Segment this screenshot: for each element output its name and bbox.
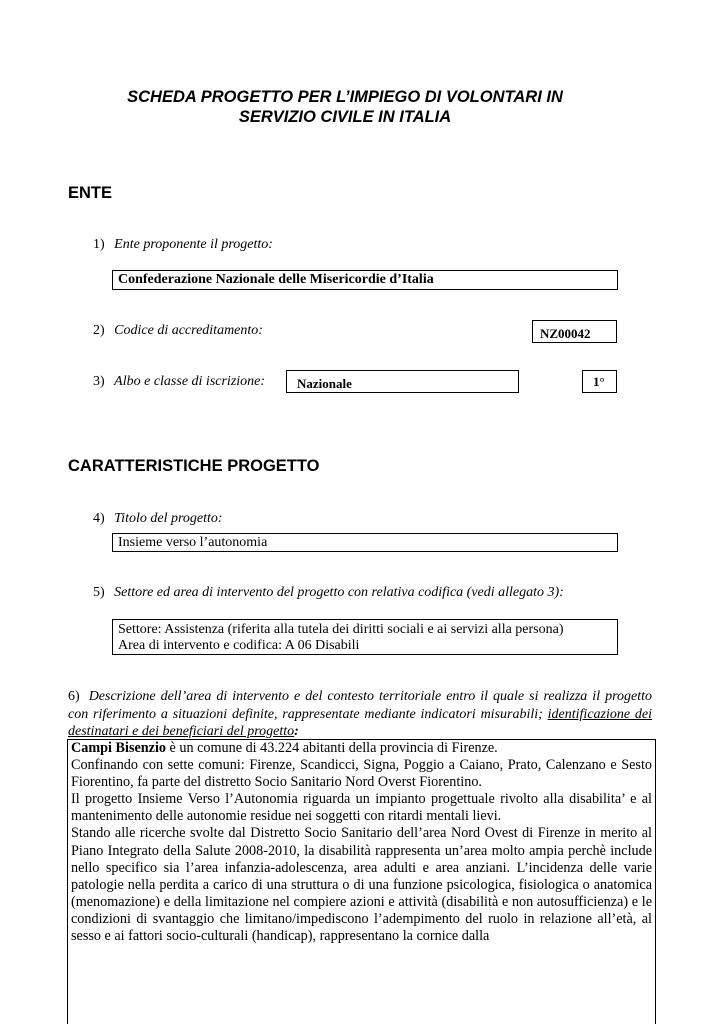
question-2-number: 2): [93, 323, 105, 338]
settore-area-field: [112, 619, 618, 655]
description-box: [67, 739, 656, 1024]
albo-value: Nazionale: [297, 376, 352, 391]
section-heading-ente: ENTE: [68, 184, 113, 202]
settore-line: Settore: Assistenza (riferita alla tutela dei diritti sociali e ai servizi alla persona): [118, 622, 564, 637]
description-lead-rest: è un comune di 43.224 abitanti della provincia di Firenze.: [165, 740, 498, 756]
ente-proponente-field: [112, 270, 618, 290]
document-title-line-1: SCHEDA PROGETTO PER L’IMPIEGO DI VOLONTARI IN: [127, 88, 563, 106]
description-lead-bold: Campi Bisenzio: [71, 740, 166, 756]
description-paragraph-3: Il progetto Insieme Verso l’Autonomia riguarda un impianto progettuale rivolto alla disabilita’ e al mantenimento delle autonomie residue nei soggetti con ritardi mentali lievi.: [71, 791, 652, 825]
titolo-progetto-value: Insieme verso l’autonomia: [118, 535, 268, 550]
question-1: [93, 237, 273, 253]
section-heading-caratteristiche-progetto: CARATTERISTICHE PROGETTO: [68, 457, 320, 475]
question-2-label: Codice di accreditamento:: [114, 323, 263, 338]
codice-accreditamento-value: NZ00042: [540, 326, 591, 341]
titolo-progetto-field: [112, 533, 618, 552]
classe-field: [582, 370, 617, 393]
question-3-label: Albo e classe di iscrizione:: [114, 374, 266, 389]
question-6-label: Descrizione dell’area di intervento e del contesto territoriale entro il quale si realizza il progetto con riferimento a situazioni definite, rappresentate mediante indicatori misurabili;: [68, 689, 653, 722]
question-1-label: Ente proponente il progetto:: [114, 237, 273, 252]
area-intervento-line: Area di intervento e codifica: A 06 Disabili: [118, 638, 360, 653]
codice-accreditamento-field: [532, 320, 617, 343]
document-title-line-2: SERVIZIO CIVILE IN ITALIA: [238, 108, 452, 126]
question-3: [93, 374, 265, 390]
question-4: [93, 511, 223, 527]
question-1-number: 1): [93, 237, 105, 252]
question-6-number: 6): [68, 689, 80, 704]
description-paragraph-4: Stando alle ricerche svolte dal Distretto Socio Sanitario dell’area Nord Ovest di Firenze in merito al Piano Integrato della Salute 2008-2010, la disabilità rappresenta un’area molto ampia perchè include nello specifico sia l’area infanzia-adolescenza, area adulti e area anziani. L’incidenza delle varie patologie nella perdita a carico di una struttura o di una funzione psicologica, fisiologica o anatomica (menomazione) e della limitazione nel compiere azioni e attività (disabilità e non autosufficienza) e le condizioni di svantaggio che limitano/impediscono l’adempimento del ruolo in relazione all’età, al sesso e ai fattori socio-culturali (handicap), rappresentano la cornice dalla: [71, 825, 652, 945]
description-paragraph-1: [71, 740, 652, 757]
question-5: [93, 585, 564, 601]
description-paragraph-2: Confinando con sette comuni: Firenze, Scandicci, Signa, Poggio a Caiano, Prato, Calenzano e Sesto Fiorentino, fa parte del distretto Socio Sanitario Nord Overst Fiorentino.: [71, 757, 652, 791]
question-6-label-end: :: [294, 724, 299, 739]
question-4-label: Titolo del progetto:: [114, 511, 223, 526]
question-3-number: 3): [93, 374, 105, 389]
question-2: [93, 323, 263, 339]
question-5-label: Settore ed area di intervento del progetto con relativa codifica (vedi allegato 3):: [114, 585, 564, 600]
ente-proponente-value: Confederazione Nazionale delle Misericordie d’Italia: [118, 272, 434, 287]
question-6: [68, 688, 652, 741]
question-5-number: 5): [93, 585, 105, 600]
document-title: [60, 87, 630, 127]
question-6-label-underlined: identificazione dei destinatari e dei beneficiari del progetto: [68, 706, 653, 739]
question-4-number: 4): [93, 511, 105, 526]
classe-value: 1°: [593, 374, 605, 389]
albo-field: [286, 370, 519, 393]
